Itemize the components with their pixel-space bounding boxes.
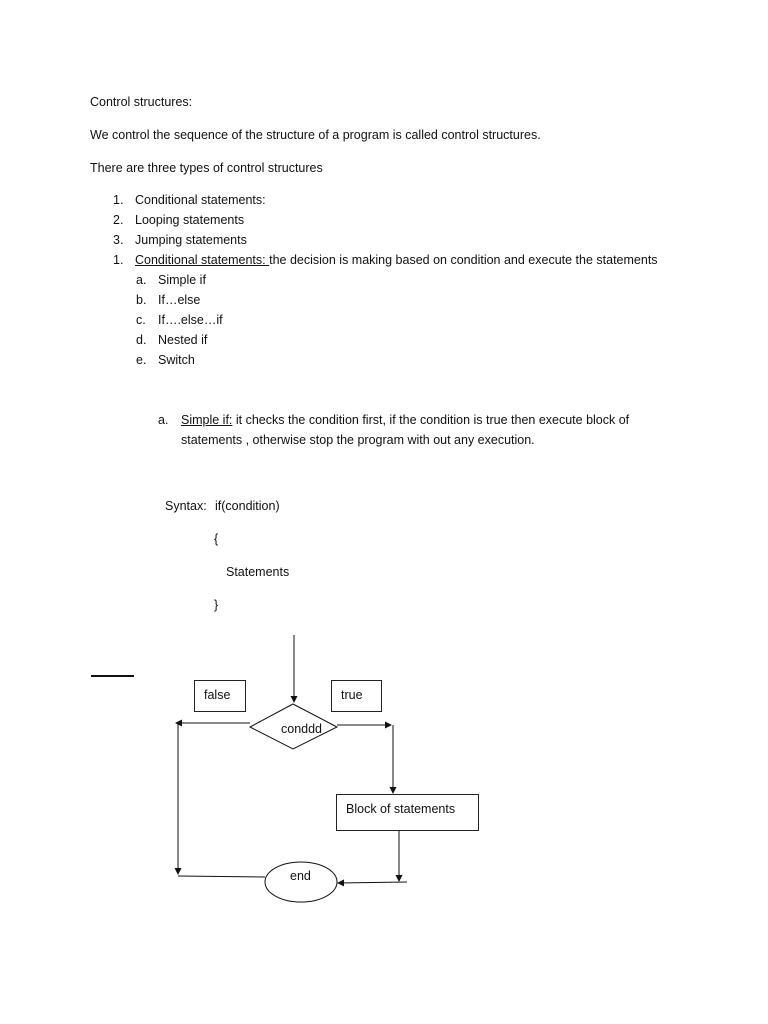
list-number: 1. — [113, 253, 124, 267]
block-label: Block of statements — [346, 802, 456, 816]
syntax-open-brace: { — [214, 532, 219, 546]
doc-heading: Control structures: — [90, 95, 193, 109]
list-item: Looping statements — [135, 213, 245, 227]
intro-paragraph: We control the sequence of the structure of a program is called control structures. — [90, 128, 541, 142]
block-of-statements-box — [336, 794, 479, 831]
list-letter: c. — [136, 313, 146, 327]
list-item: Simple if — [158, 273, 206, 287]
list-item: Jumping statements — [135, 233, 247, 247]
condition-label: conddd — [281, 722, 323, 736]
false-label-box — [194, 680, 246, 712]
cond-term: Conditional statements: — [135, 253, 270, 267]
cond-text: the decision is making based on condition and execute the statements — [269, 253, 658, 267]
block-to-end-arrow — [338, 882, 407, 883]
end-label: end — [290, 869, 311, 883]
list-number: 2. — [113, 213, 124, 227]
list-item: Switch — [158, 353, 195, 367]
syntax-body: Statements — [226, 565, 290, 579]
list-letter: b. — [136, 293, 147, 307]
false-to-end-line — [178, 876, 265, 877]
simple-if-line2: statements , otherwise stop the program with out any execution. — [181, 433, 535, 447]
syntax-head: if(condition) — [215, 499, 280, 513]
list-item: If…else — [158, 293, 201, 307]
true-label: true — [341, 688, 363, 702]
list-letter: d. — [136, 333, 147, 347]
list-item: If….else…if — [158, 313, 223, 327]
simple-if-term: Simple if: — [181, 413, 233, 427]
list-item: Conditional statements: — [135, 193, 266, 207]
list-letter: a. — [158, 413, 169, 427]
simple-if-text: it checks the condition first, if the condition is true then execute block of — [232, 413, 630, 427]
list-number: 1. — [113, 193, 124, 207]
syntax-close-brace: } — [214, 598, 219, 612]
false-label: false — [204, 688, 231, 702]
list-item: Nested if — [158, 333, 208, 347]
list-letter: a. — [136, 273, 147, 287]
syntax-label: Syntax: — [165, 499, 207, 513]
list-letter: e. — [136, 353, 147, 367]
list-number: 3. — [113, 233, 124, 247]
types-intro: There are three types of control structures — [90, 161, 323, 175]
true-label-box — [331, 680, 382, 712]
